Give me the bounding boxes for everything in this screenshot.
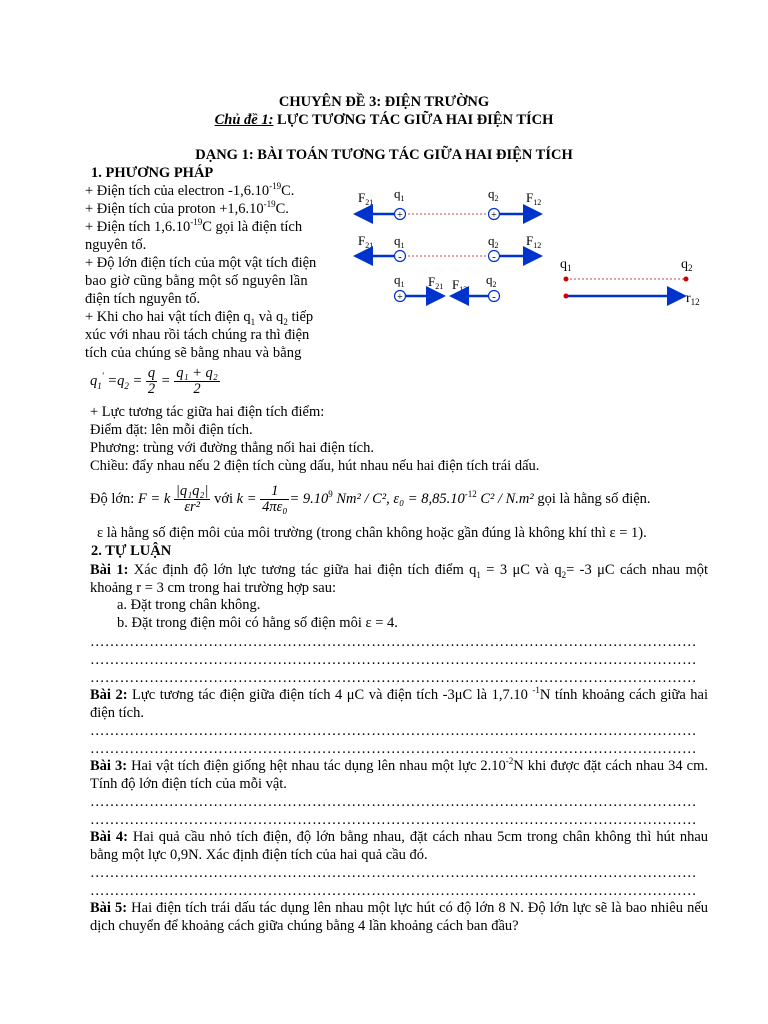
row3-f21-label: $F_{21}$ xyxy=(428,274,444,291)
row2-q1-label: $q_1$ xyxy=(394,233,405,250)
contact-line3: tích của chúng sẽ bằng nhau và bằng xyxy=(85,345,302,361)
row1-q1-sign: + xyxy=(397,210,403,221)
bai1-case-b: b. Đặt trong điện môi có hằng số điện môi ε = 4. xyxy=(117,615,398,631)
charge-sharing-formula: $q_1' =q_2$ = $\frac{q}{2}$ = $\frac{\text{q₁ + q₂}}{2}$ xyxy=(90,365,218,398)
row3-q2-label: $q_2$ xyxy=(486,272,497,289)
exercises-heading: 2. TỰ LUẬN xyxy=(91,543,172,559)
row1-q2-sign: + xyxy=(491,210,497,221)
answer-line: …………………………………………………………………………………………………………… xyxy=(90,652,697,668)
row2-q1-sign: - xyxy=(398,251,402,263)
right-r12-label: $r_{12}$ xyxy=(686,291,700,307)
bai2-text: Bài 2: Lực tương tác điện giữa điện tích 4 μC và điện tích -3μC là 1,7.10 $^{-1}$N tính khoảng cách giữa hai điện tích. xyxy=(90,685,708,721)
topic-title xyxy=(0,112,768,129)
row1-f12-label: $F_{12}$ xyxy=(526,190,542,207)
answer-line: …………………………………………………………………………………………………………… xyxy=(90,794,697,810)
row1-q1-label: $q_1$ xyxy=(394,186,405,203)
row1-f21-label: $F_{21}$ xyxy=(358,190,374,207)
elementary-charge-line2: nguyên tố. xyxy=(85,237,147,253)
row3-q1-label: $q_1$ xyxy=(394,272,405,289)
contact-line2: xúc với nhau rồi tách chúng ra thì điện xyxy=(85,327,310,343)
bai5-text: Bài 5: Hai điện tích trái dấu tác dụng lên nhau một lực hút có độ lớn 8 N. Độ lớn lực sẽ là bao nhiêu nếu dịch chuyển để khoảng cách giữa chúng bằng 4 lần khoảng cách ban đầu? xyxy=(90,900,709,934)
form-title: DẠNG 1: BÀI TOÁN TƯƠNG TÁC GIỮA HAI ĐIỆN TÍCH xyxy=(195,147,573,163)
electron-charge: + Điện tích của electron $-1,6.10^{-19}C$. xyxy=(85,181,295,199)
row2-f12-label: $F_{12}$ xyxy=(526,233,542,250)
right-q1-label: $q_1$ xyxy=(560,257,572,273)
elementary-charge-line1: + Điện tích $1,6.10^{-19}C$ gọi là điện tích xyxy=(85,217,303,235)
force-direction: Phương: trùng với đường thẳng nối hai điện tích. xyxy=(90,440,374,456)
contact-line1: + Khi cho hai vật tích điện $q_1$ và $q_2$ tiếp xyxy=(85,309,314,327)
chapter-title: CHUYÊN ĐỀ 3: ĐIỆN TRƯỜNG xyxy=(278,94,490,110)
row3-q1-sign: + xyxy=(397,292,403,303)
topic-text: LỰC TƯƠNG TÁC GIỮA HAI ĐIỆN TÍCH xyxy=(273,112,554,128)
bai4-text: Bài 4: Hai quả cầu nhỏ tích điện, độ lớn bằng nhau, đặt cách nhau 5cm trong chân không thì hút nhau bằng một lực 0,9N. Xác định điện tích của hai quả cầu đó. xyxy=(90,829,708,863)
answer-line: …………………………………………………………………………………………………………… xyxy=(90,865,697,881)
answer-line: …………………………………………………………………………………………………………… xyxy=(90,812,697,828)
row2-q2-label: $q_2$ xyxy=(488,233,499,250)
row3-f12-label: $F_{12}$ xyxy=(452,277,468,294)
proton-charge: + Điện tích của proton $+1,6.10^{-19}C$. xyxy=(85,199,289,217)
answer-line: …………………………………………………………………………………………………………… xyxy=(90,883,697,899)
row1-q2-label: $q_2$ xyxy=(488,186,499,203)
row3-q2-sign: - xyxy=(492,291,496,303)
answer-line: …………………………………………………………………………………………………………… xyxy=(90,741,697,757)
force-diagram xyxy=(340,180,720,310)
row2-q2-sign: - xyxy=(492,251,496,263)
answer-line: …………………………………………………………………………………………………………… xyxy=(90,634,697,650)
magnitude-line2: bao giờ cũng bằng một số nguyên lần xyxy=(85,273,308,289)
bai1-text: Bài 1: Xác định độ lớn lực tương tác giữa hai điện tích điểm $q_1 = 3$ μC và $q_2= -3$ μC cách nhau một khoảng r = 3 cm trong hai trường hợp sau: xyxy=(90,562,708,596)
topic-label: Chủ đề 1: xyxy=(214,112,274,128)
force-intro: + Lực tương tác giữa hai điện tích điểm: xyxy=(90,404,325,420)
right-q1-dot xyxy=(564,277,569,282)
force-sense: Chiều: đẩy nhau nếu 2 điện tích cùng dấu, hút nhau nếu hai điện tích trái dấu. xyxy=(90,458,540,474)
force-point: Điểm đặt: lên mỗi điện tích. xyxy=(90,422,253,438)
right-q2-dot xyxy=(684,277,689,282)
answer-line: …………………………………………………………………………………………………………… xyxy=(90,670,697,686)
coulomb-formula: Độ lớn: F = k $\frac{\text{|q₁q₂|}}{\text{εr²}}$ với k = $\frac{1}{\text{4πε₀}}$ = $9.10^9$ Nm² / C², $\varepsilon_0 = 8,85.10^{-12}$ C² / N.m² gọi là hằng số điện. xyxy=(90,483,651,516)
right-r12-start-dot xyxy=(564,294,569,299)
right-q2-label: $q_2$ xyxy=(681,257,693,273)
method-heading: 1. PHƯƠNG PHÁP xyxy=(91,165,214,181)
bai1-case-a: a. Đặt trong chân không. xyxy=(117,597,261,613)
epsilon-note: ε là hằng số điện môi của môi trường (trong chân không hoặc gần đúng là không khí thì ε = 1). xyxy=(97,525,647,541)
answer-line: …………………………………………………………………………………………………………… xyxy=(90,723,697,739)
bai3-text: Bài 3: Hai vật tích điện giống hệt nhau tác dụng lên nhau một lực $2.10^{-2}N$ khi được đặt cách nhau 34 cm. Tính độ lớn điện tích của mỗi vật. xyxy=(90,756,709,792)
magnitude-line3: điện tích nguyên tố. xyxy=(85,291,201,307)
magnitude-line1: + Độ lớn điện tích của một vật tích điện xyxy=(85,255,317,271)
row2-f21-label: $F_{21}$ xyxy=(358,233,374,250)
